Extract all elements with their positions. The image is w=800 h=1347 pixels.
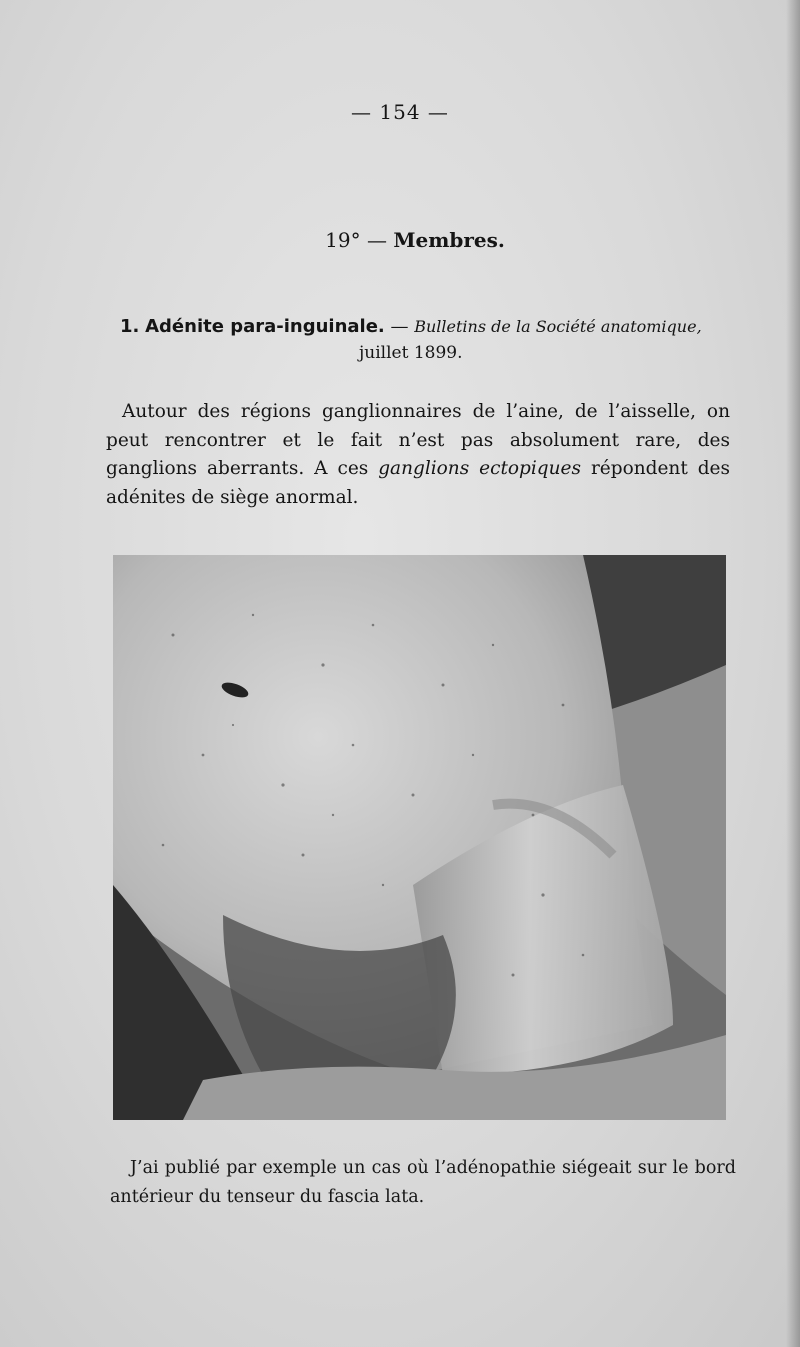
entry-heading <box>120 316 740 337</box>
section-heading <box>0 228 800 252</box>
entry-date: juillet 1899. <box>359 343 463 363</box>
paragraph-case: J’ai publié par exemple un cas où l’adénopathie siégeait sur le bord antérieur du tenseur du fascia lata. <box>110 1158 736 1207</box>
entry-number: 1. <box>120 316 140 337</box>
section-number: 19° <box>325 228 361 252</box>
paragraph-intro-emphasis: ganglions ectopiques <box>378 458 581 479</box>
page-edge-shadow <box>786 0 800 1347</box>
entry-source: Bulletins de la Société anatomique, <box>414 317 702 336</box>
page-number: — 154 — <box>351 100 449 124</box>
paragraph-intro-text-1: Autour des régions ganglionnaires de l’aine, de l’aisselle, on peut rencontrer et le fait n’est pas absolument rare, des ganglions aberrants. A ces <box>106 401 730 479</box>
entry-separator: — <box>390 316 409 337</box>
section-separator: — <box>366 228 387 252</box>
paragraph-intro-text-2: répondent des adénites de siège anormal. <box>106 458 730 508</box>
section-title: Membres. <box>393 228 505 252</box>
photograph-drawing <box>113 555 726 1120</box>
entry-title: Adénite para-inguinale. <box>145 316 385 337</box>
paragraph-intro <box>106 398 730 512</box>
clinical-photograph <box>113 555 726 1120</box>
